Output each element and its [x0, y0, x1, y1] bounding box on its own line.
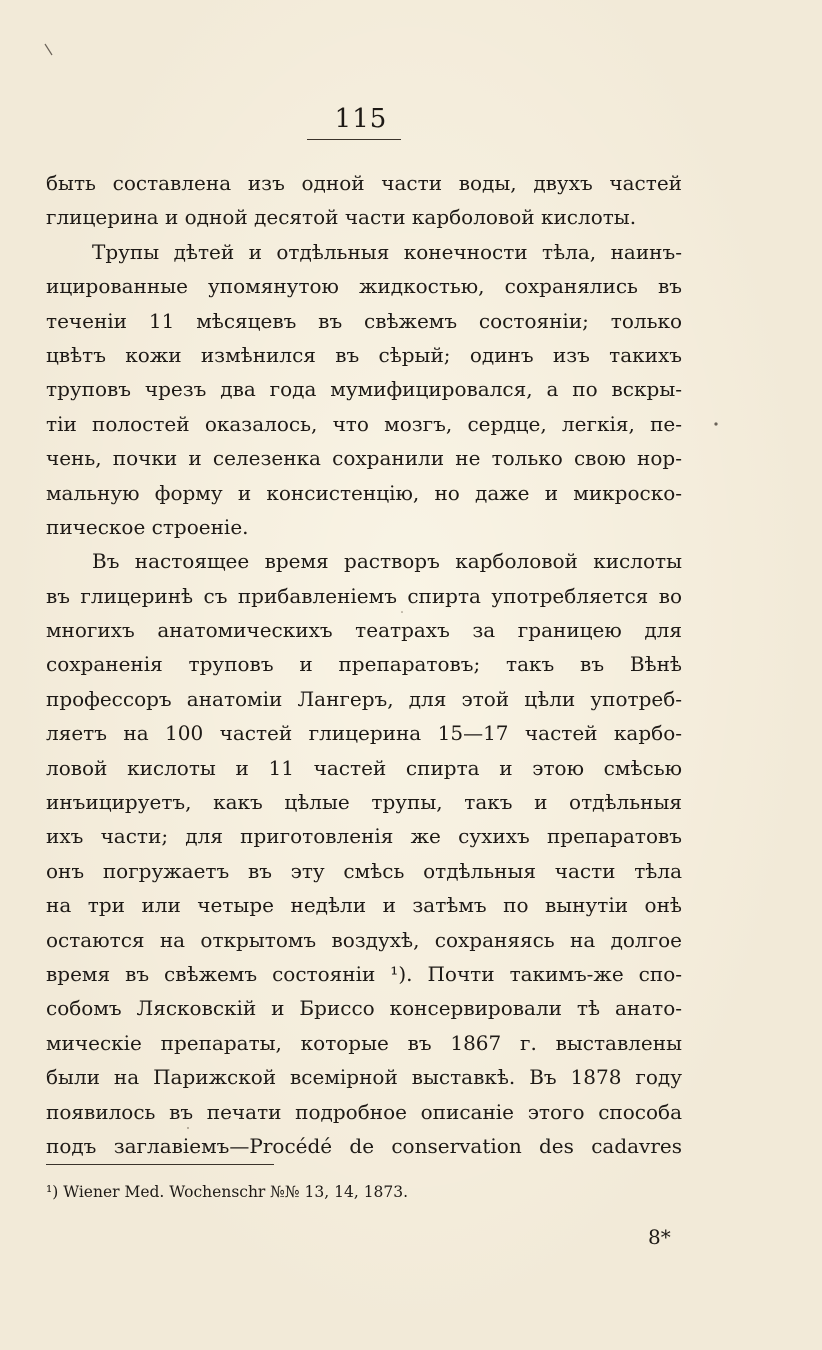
text-line: ицированные упомянутою жидкостью, сохранялись въ [46, 274, 682, 299]
text-line: остаются на открытомъ воздухѣ, сохраняясь на долгое [46, 927, 682, 952]
text-line: въ глицеринѣ съ прибавленіемъ спирта употребляется во [46, 583, 682, 608]
text-line: глицерина и одной десятой части карболовой кислоты. [46, 205, 637, 230]
text-line: труповъ чрезъ два года мумифицировался, а по вскры- [46, 377, 682, 402]
text-line: профессоръ анатоміи Лангеръ, для этой цѣли употреб- [46, 686, 682, 711]
text-line: мальную форму и консистенцію, но даже и микроско- [46, 480, 682, 505]
body-text [46, 166, 682, 1163]
page-number: 115 [334, 104, 388, 134]
text-line: чень, почки и селезенка сохранили не только свою нор- [46, 446, 682, 471]
text-line: тіи полостей оказалось, что мозгъ, сердце, легкія, пе- [46, 411, 682, 436]
text-line: цвѣтъ кожи измѣнился въ сѣрый; одинъ изъ такихъ [46, 342, 682, 367]
text-line: собомъ Лясковскій и Бриссо консервировали тѣ анато- [46, 996, 682, 1021]
text-line: инъицируетъ, какъ цѣлые трупы, такъ и отдѣльныя [46, 790, 682, 815]
text-line: ляетъ на 100 частей глицерина 15—17 частей карбо- [46, 721, 682, 746]
text-line: быть составлена изъ одной части воды, двухъ частей [46, 171, 682, 195]
text-line: ловой кислоты и 11 частей спирта и этою смѣсью [46, 755, 682, 780]
signature-mark: 8* [648, 1225, 671, 1249]
paper-speck [714, 422, 717, 425]
text-line: онъ погружаетъ въ эту смѣсь отдѣльныя части тѣла [46, 858, 682, 883]
text-line: на три или четыре недѣли и затѣмъ по вынутіи онѣ [46, 893, 682, 918]
text-line: многихъ анатомическихъ театрахъ за границею для [46, 618, 682, 643]
text-line: сохраненія труповъ и препаратовъ; такъ въ Вѣнѣ [46, 652, 682, 677]
text-line: теченіи 11 мѣсяцевъ въ свѣжемъ состояніи; только [46, 308, 682, 333]
text-line: мическіе препараты, которые въ 1867 г. выставлены [46, 1030, 682, 1055]
text-line: подъ заглавіемъ—Procédé de conservation des cadavres [46, 1133, 682, 1158]
text-line: были на Парижской всемірной выставкѣ. Въ 1878 году [46, 1065, 682, 1090]
page-number-rule [307, 139, 401, 140]
footnote: ¹) Wiener Med. Wochenschr №№ 13, 14, 1873. [46, 1183, 409, 1201]
text-line: ихъ части; для приготовленія же сухихъ препаратовъ [46, 824, 682, 849]
text-line: пическое строеніе. [46, 514, 249, 539]
paper-mark [45, 44, 52, 55]
footnote-rule [46, 1164, 274, 1165]
text-line: Трупы дѣтей и отдѣльныя конечности тѣла, наинъ- [92, 239, 682, 264]
text-line: время въ свѣжемъ состояніи ¹). Почти такимъ-же спо- [46, 961, 682, 986]
text-line: Въ настоящее время растворъ карболовой кислоты [92, 549, 682, 574]
text-line: появилось въ печати подробное описаніе этого способа [46, 1099, 682, 1124]
